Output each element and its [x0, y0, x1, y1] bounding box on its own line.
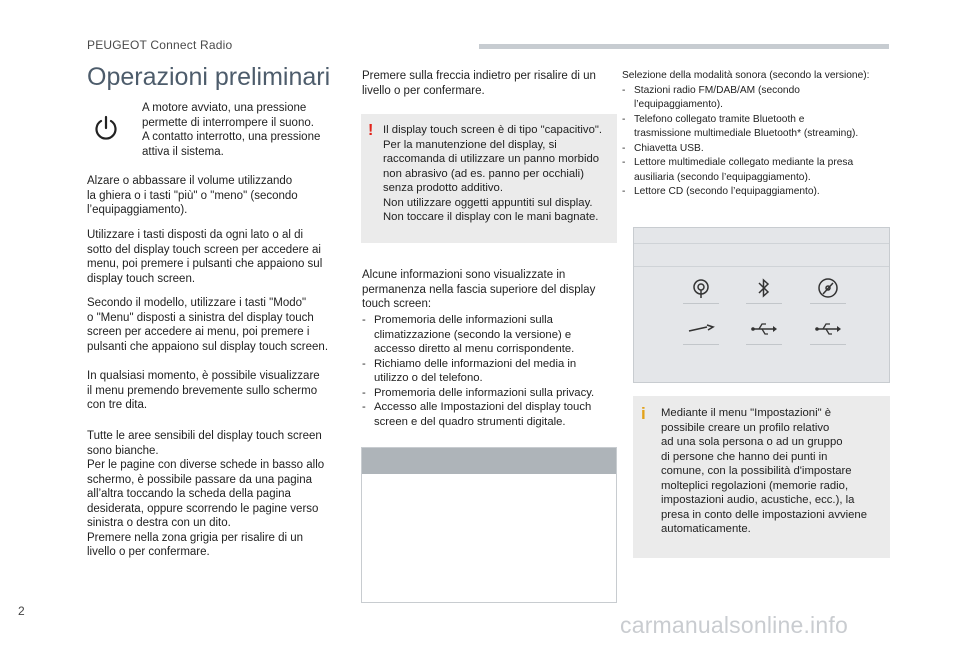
text-line: Utilizzare i tasti disposti da ogni lato o al di	[87, 229, 304, 241]
text-line: sinistra o destra con un dito.	[87, 517, 231, 529]
text-line: ad una sola persona o ad un gruppo	[661, 436, 843, 448]
text-line: Premere nella zona grigia per risalire di un	[87, 531, 304, 544]
page-number: 2	[18, 604, 25, 618]
text-line: permanenza nella fascia superiore del display	[362, 283, 596, 296]
text-line: desiderata, oppure scorrendo le pagine verso	[87, 502, 319, 515]
list-item-continuation: climatizzazione (secondo la versione) e	[374, 328, 572, 341]
text-line: Il display touch screen è di tipo "capacitivo".	[383, 124, 603, 136]
screen-illustration	[361, 447, 617, 603]
list-item: - Chiavetta USB.	[622, 142, 704, 154]
text-line: non abrasivo (ad es. panno per occhiali)	[383, 167, 584, 180]
list-item: - Promemoria delle informazioni sulla	[362, 314, 553, 326]
back-arrow-paragraph	[362, 69, 596, 98]
warning-icon: !	[368, 122, 374, 139]
text-line: presa in conto delle impostazioni avviene	[661, 508, 867, 521]
list-item: - Stazioni radio FM/DAB/AM (secondo	[622, 84, 800, 96]
info-icon: i	[641, 404, 646, 423]
text-line: di persone che hanno dei punti in	[661, 450, 828, 463]
text-line: automaticamente.	[661, 523, 751, 535]
watermark: carmanualsonline.info	[620, 612, 848, 638]
text-line: sotto del display touch screen per accedere ai	[87, 243, 321, 256]
usb-icon[interactable]	[810, 314, 846, 345]
text-line: comune, con la possibilità d'impostare	[661, 465, 852, 477]
list-item-continuation: ausiliaria (secondo l’equipaggiamento).	[634, 171, 811, 183]
text-line: molteplici regolazioni (memorie radio,	[661, 479, 849, 492]
page-title: Operazioni preliminari	[87, 63, 331, 91]
text-line: screen per accedere ai menu, poi premere i	[87, 326, 310, 338]
three-fingers-paragraph	[87, 369, 320, 413]
text-line: all’altra toccando la scheda della pagina	[87, 488, 291, 500]
aux-icon[interactable]	[683, 314, 719, 345]
text-line: Non utilizzare oggetti appuntiti sul display.	[383, 196, 593, 209]
text-line: A motore avviato, una pressione	[142, 102, 307, 114]
source-selection-screen	[633, 227, 890, 383]
warning-text	[383, 123, 602, 225]
text-line: pulsanti che appaiono sul display touch screen.	[87, 340, 329, 353]
text-line: attiva il sistema.	[142, 145, 224, 158]
list-item: - Lettore CD (secondo l’equipaggiamento).	[622, 186, 820, 197]
text-line: senza prodotto additivo.	[383, 182, 503, 194]
radio-icon[interactable]	[683, 273, 719, 304]
text-line: permette di interrompere il suono.	[142, 116, 314, 129]
text-line: menu, poi premere i pulsanti che appaiono sul	[87, 258, 323, 270]
power-icon	[92, 114, 120, 142]
text-line: livello o per confermare.	[87, 546, 210, 558]
list-item: - Accesso alle Impostazioni del display touch	[362, 401, 592, 413]
sensitive-areas-paragraph	[87, 429, 324, 560]
screen-top-band	[362, 448, 616, 474]
bluetooth-icon[interactable]	[746, 273, 782, 304]
buttons-paragraph	[87, 228, 322, 286]
list-item: - Telefono collegato tramite Bluetooth e	[622, 113, 805, 125]
text-line: Mediante il menu "Impostazioni" è	[661, 407, 832, 419]
header-title: PEUGEOT Connect Radio	[87, 38, 233, 52]
text-line: schermo, è possibile passare da una pagina	[87, 473, 313, 486]
text-line: il menu premendo brevemente sullo schermo	[87, 384, 318, 397]
list-title: Selezione della modalità sonora (secondo la versione):	[622, 70, 870, 81]
text-line: sono bianche.	[87, 444, 159, 457]
text-line: A contatto interrotto, una pressione	[142, 131, 321, 143]
text-line: impostazioni audio, acustiche, ecc.), la	[661, 494, 855, 506]
usb-icon[interactable]	[746, 314, 782, 345]
power-paragraph	[142, 101, 320, 159]
top-band-list	[362, 313, 624, 429]
list-item-continuation: trasmissione multimediale Bluetooth* (streaming).	[634, 128, 859, 139]
text-line: touch screen:	[362, 298, 432, 310]
top-band-paragraph	[362, 268, 595, 312]
info-text	[661, 406, 867, 537]
text-line: livello o per confermare.	[362, 84, 485, 97]
text-line: l’equipaggiamento).	[87, 204, 188, 216]
text-line: display touch screen.	[87, 272, 196, 285]
text-line: Non toccare il display con le mani bagnate.	[383, 211, 599, 223]
text-line: Secondo il modello, utilizzare i tasti "Modo"	[87, 297, 307, 309]
list-item-continuation: utilizzo o del telefono.	[374, 372, 483, 384]
text-line: Per le pagine con diverse schede in basso allo	[87, 459, 325, 471]
text-line: la ghiera o i tasti "più" o "meno" (secondo	[87, 189, 298, 202]
volume-paragraph	[87, 174, 298, 218]
text-line: Per la manutenzione del display, si	[383, 138, 557, 151]
text-line: raccomanda di utilizzare un panno morbido	[383, 153, 600, 165]
cd-icon[interactable]	[810, 273, 846, 304]
list-item-continuation: accesso diretto al menu corrispondente.	[374, 343, 575, 355]
text-line: Tutte le aree sensibili del display touch screen	[87, 430, 322, 442]
text-line: possibile creare un profilo relativo	[661, 421, 830, 434]
list-item: - Lettore multimediale collegato mediante la presa	[622, 157, 854, 168]
header-rule	[479, 44, 889, 49]
list-item: - Promemoria delle informazioni sulla privacy.	[362, 386, 595, 399]
list-item-continuation: l’equipaggiamento).	[634, 99, 723, 110]
text-line: o "Menu" disposti a sinistra del display touch	[87, 311, 314, 324]
screen-top-band	[634, 243, 889, 267]
text-line: Alcune informazioni sono visualizzate in	[362, 269, 566, 281]
sound-mode-list	[622, 69, 892, 200]
text-line: Alzare o abbassare il volume utilizzando	[87, 175, 293, 187]
list-item: - Richiamo delle informazioni del media in	[362, 357, 577, 370]
text-line: In qualsiasi momento, è possibile visualizzare	[87, 370, 320, 382]
list-item-continuation: screen e del quadro strumenti digitale.	[374, 415, 566, 428]
text-line: Premere sulla freccia indietro per risalire di un	[362, 70, 596, 82]
mode-menu-paragraph	[87, 296, 328, 354]
text-line: con tre dita.	[87, 399, 148, 411]
